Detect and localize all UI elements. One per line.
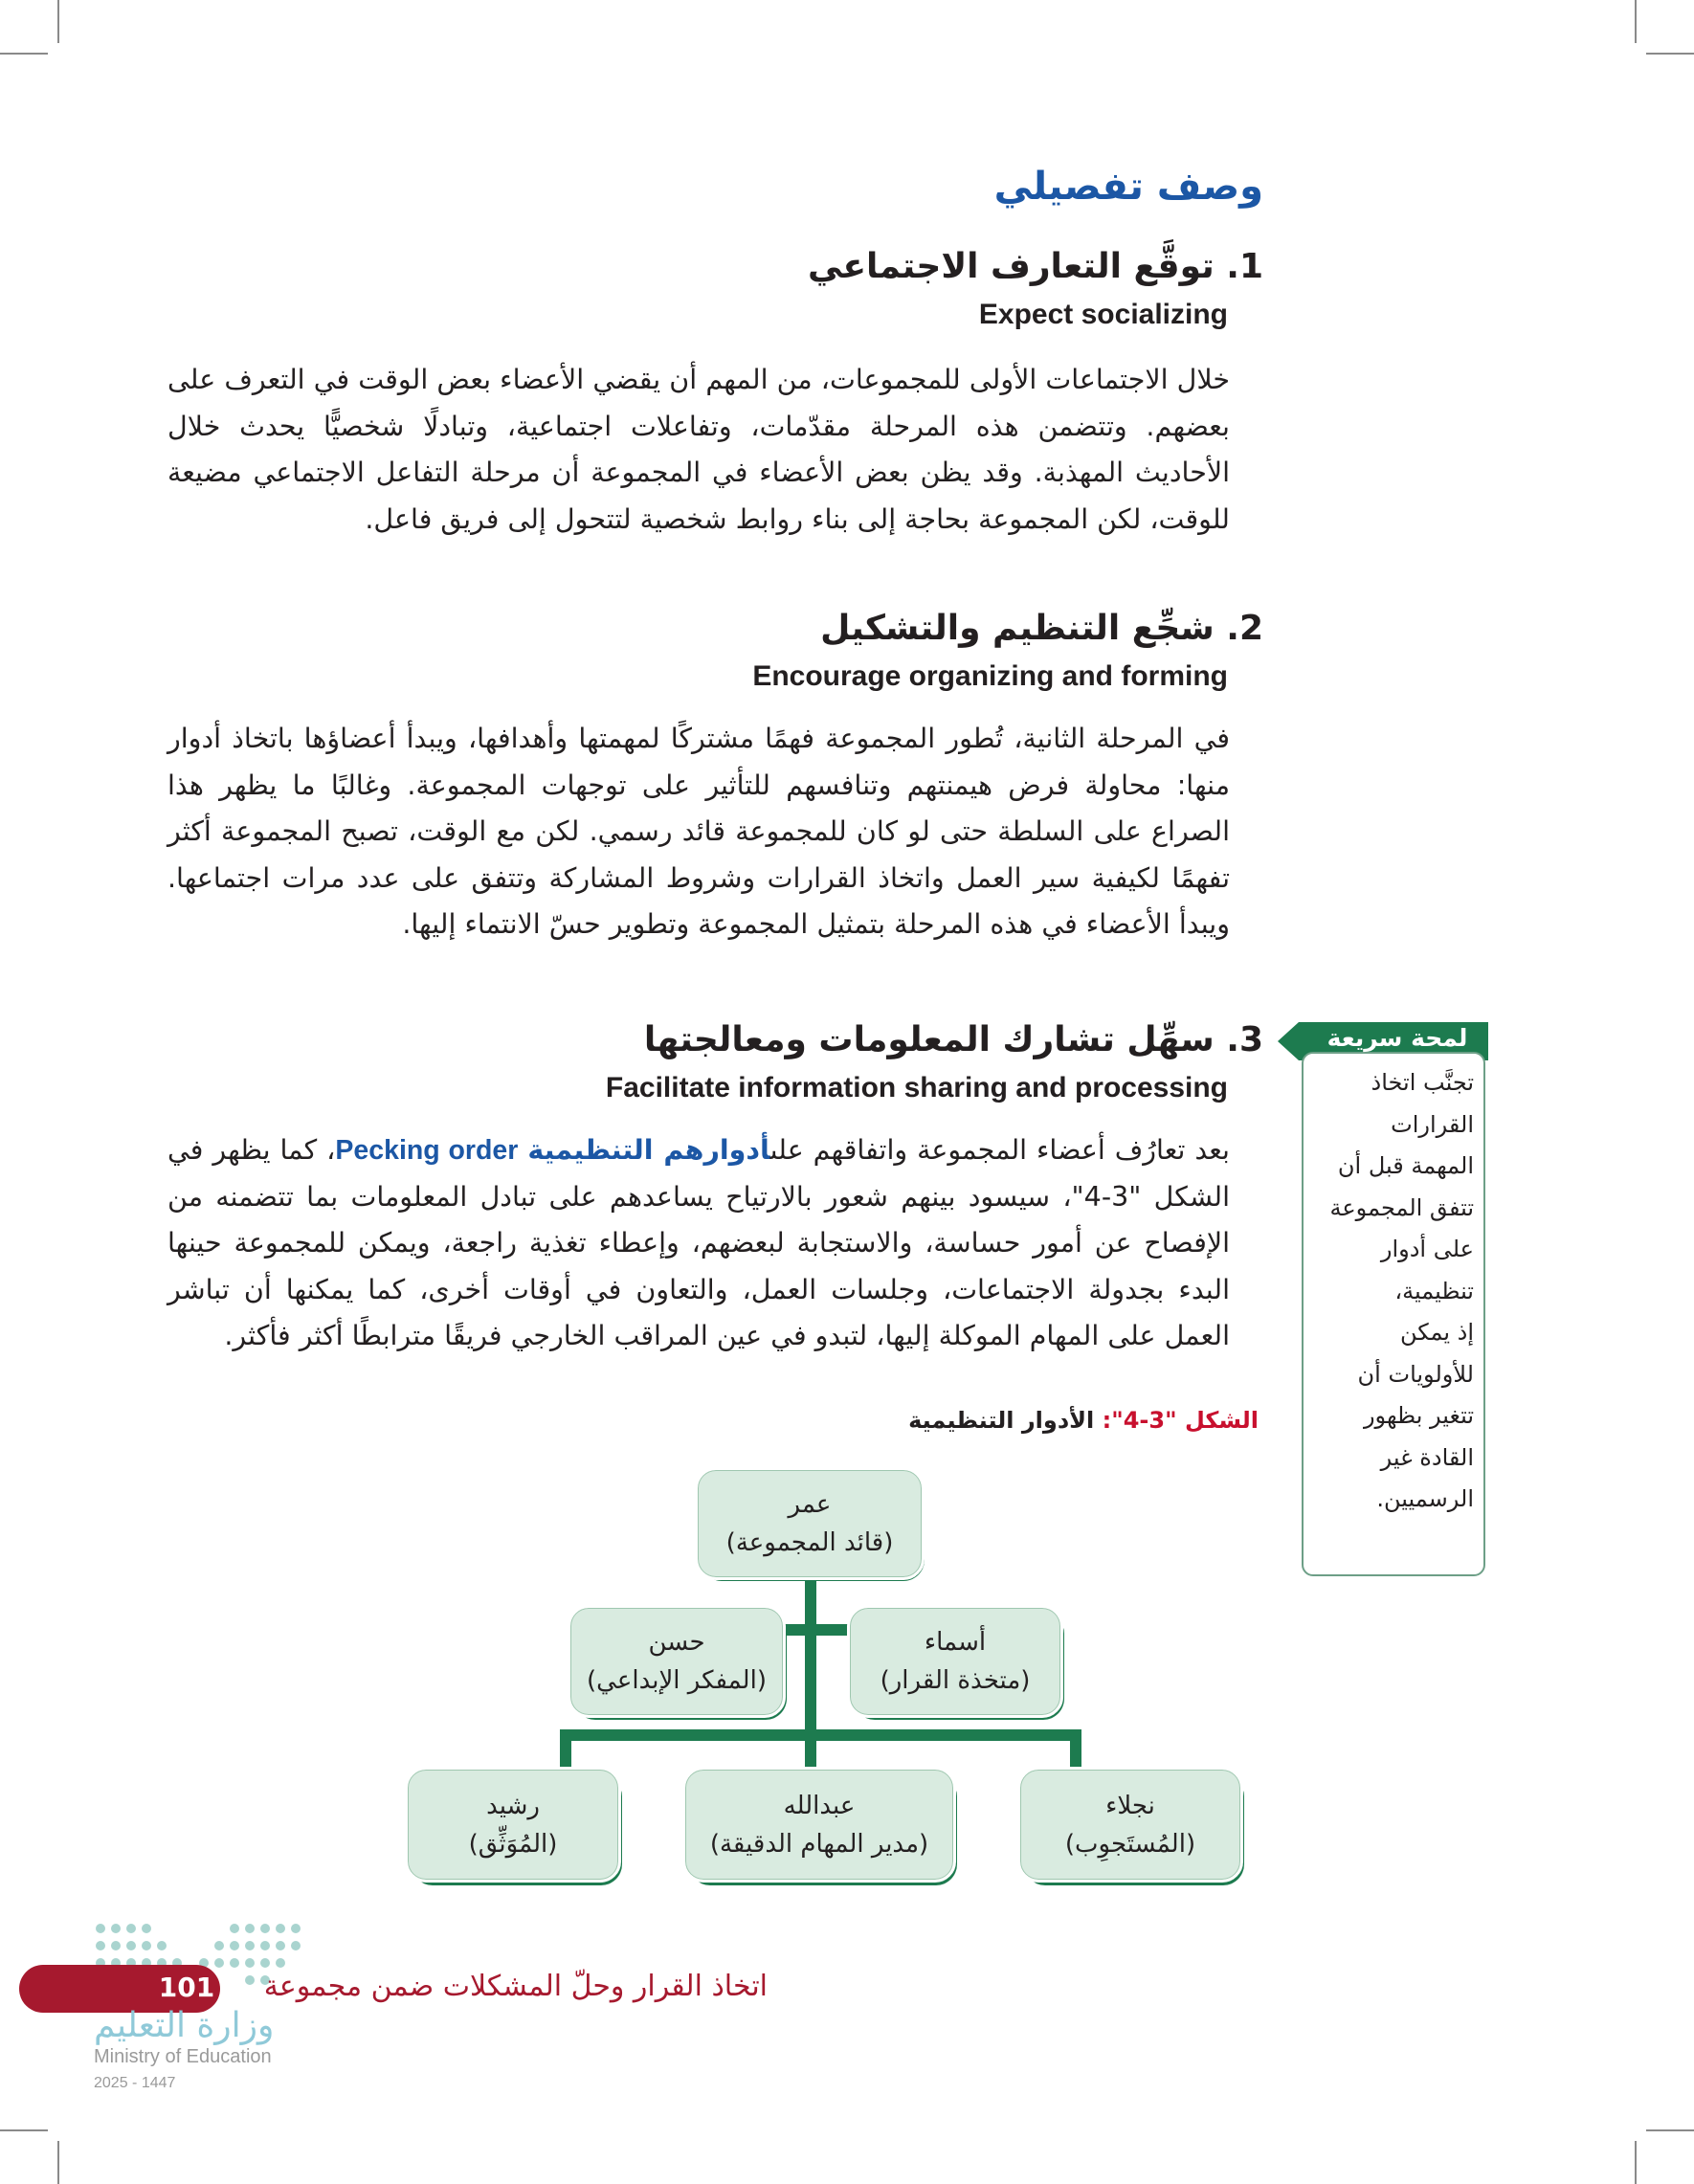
section-2-title: 2. شجِّع التنظيم والتشكيل xyxy=(820,609,1263,648)
tip-line: تجنَّب اتخاذ xyxy=(1371,1069,1474,1096)
tip-line: القادة غير xyxy=(1380,1443,1474,1471)
node-name: عبدالله xyxy=(783,1791,856,1820)
tip-line: المهمة قبل أن xyxy=(1337,1152,1474,1179)
org-node-taskmaster xyxy=(682,1767,956,1883)
section-3-title-en: Facilitate information sharing and processing xyxy=(605,1072,1228,1103)
page-number: 101 xyxy=(158,1972,215,2003)
section-1-title-en: Expect socializing xyxy=(978,299,1228,330)
node-name: حسن xyxy=(648,1628,705,1657)
tip-line: تتغير بظهور xyxy=(1363,1402,1474,1429)
ministry-name-ar: وزارة التعليم xyxy=(94,2006,275,2045)
chart-connector-bottom xyxy=(560,1729,1081,1741)
ministry-name-en: Ministry of Education xyxy=(94,2046,272,2067)
key-term-en: Pecking order xyxy=(335,1135,519,1166)
figure-caption xyxy=(493,1407,1259,1434)
crop-mark xyxy=(0,2129,48,2131)
crop-mark xyxy=(1635,0,1637,43)
section-1-title: 1. توقَّع التعارف الاجتماعي xyxy=(808,247,1263,286)
crop-mark xyxy=(1635,2141,1637,2184)
section-2-paragraph: في المرحلة الثانية، تُطور المجموعة فهمًا مشتركًا لمهمتها وأهدافها، ويبدأ أعضاؤها باتخاذ أدوار منها: محاولة فرض هيمنتهم وتنافسهم للتأثير على توجهات المجموعة. وغالبًا ما يظهر هذا الصراع على السلطة حتى لو كان للمجموعة قائد رسمي. لكن مع الوقت، تصبح المجموعة أكثر تفهمًا لكيفية سير العمل واتخاذ القرارات وشروط المشاركة وتتفق على عدد مرات اجتماعها. ويبدأ الأعضاء في هذه المرحلة بتمثيل المجموعة وتطوير حسّ الانتماء إليها. xyxy=(167,723,1230,940)
tip-line: القرارات xyxy=(1391,1110,1474,1138)
node-role: (المفكر الإبداعي) xyxy=(587,1666,767,1695)
node-role: (المُوَثِّق) xyxy=(468,1829,558,1859)
node-role: (قائد المجموعة) xyxy=(725,1528,894,1557)
org-node-questioner xyxy=(1017,1767,1243,1883)
crop-mark xyxy=(57,0,59,43)
figure-title: الأدوار التنظيمية xyxy=(908,1407,1095,1434)
tip-title: لمحة سريعة xyxy=(1326,1024,1468,1052)
org-node-decider xyxy=(847,1605,1063,1718)
paragraph-text: بعد تعارُف أعضاء المجموعة واتفاقهم على xyxy=(769,1134,1230,1166)
section-1-paragraph: خلال الاجتماعات الأولى للمجموعات، من المهم أن يقضي الأعضاء بعض الوقت في التعرف على بعضهم. وتتضمن هذه المرحلة مقدّمات، وتفاعلات اجتماعية، وتبادلًا شخصيًّا يحدث خلال الأحاديث المهذبة. وقد يظن بعض الأعضاء في المجموعة أن مرحلة التفاعل الاجتماعي مضيعة للوقت، لكن المجموعة بحاجة إلى بناء روابط شخصية لتتحول إلى فريق فاعل. xyxy=(167,364,1230,535)
section-2-title-en: Encourage organizing and forming xyxy=(752,660,1228,692)
tip-line: الرسميين. xyxy=(1376,1485,1474,1512)
page-heading: وصف تفصيلي xyxy=(993,165,1263,209)
node-name: أسماء xyxy=(924,1628,987,1657)
org-node-recorder xyxy=(405,1767,621,1883)
tip-line: إذ يمكن xyxy=(1399,1319,1474,1346)
org-node-leader xyxy=(695,1467,925,1580)
crop-mark xyxy=(1646,2129,1694,2131)
tip-line: تنظيمية، xyxy=(1394,1277,1474,1304)
tip-line: للأولويات أن xyxy=(1357,1360,1474,1388)
node-name: نجلاء xyxy=(1105,1791,1155,1820)
node-name: عمر xyxy=(788,1490,832,1519)
key-term: أدوارهم التنظيمية xyxy=(527,1134,770,1166)
crop-mark xyxy=(0,53,48,55)
node-role: (مدير المهام الدقيقة) xyxy=(709,1829,929,1859)
section-3-paragraph xyxy=(167,1127,1230,1360)
edition-year: 2025 - 1447 xyxy=(94,2075,176,2091)
node-role: (متخذة القرار) xyxy=(880,1666,1031,1695)
node-name: رشيد xyxy=(486,1791,540,1820)
tip-line: على أدوار xyxy=(1380,1236,1474,1262)
crop-mark xyxy=(57,2141,59,2184)
org-node-creative xyxy=(568,1605,786,1718)
tip-text xyxy=(1313,1062,1474,1521)
node-role: (المُستَجوِب) xyxy=(1064,1829,1196,1859)
crop-mark xyxy=(1646,53,1694,55)
section-3-title: 3. سهِّل تشارك المعلومات ومعالجتها xyxy=(643,1020,1263,1059)
figure-label: الشكل "3-4": xyxy=(1102,1407,1259,1434)
tip-line: تتفق المجموعة xyxy=(1329,1193,1474,1221)
paragraph-text: ، كما يظهر في الشكل "3-4"، سيسود بينهم شعور بالارتياح يساعدهم على تبادل المعلومات بما تتضمنه من الإفصاح عن أمور حساسة، والاستجابة لبعضهم، وإعطاء تغذية راجعة، ويمكن للمجموعة حينها البدء بجدولة الاجتماعات، وجلسات العمل، والتعاون في أوقات أخرى، كما يمكنها أن تباشر العمل على المهام الموكلة إليها، لتبدو في عين المراقب الخارجي فريقًا مترابطًا أكثر فأكثر. xyxy=(167,1134,1230,1351)
chapter-title: اتخاذ القرار وحلّ المشكلات ضمن مجموعة xyxy=(263,1970,768,2003)
